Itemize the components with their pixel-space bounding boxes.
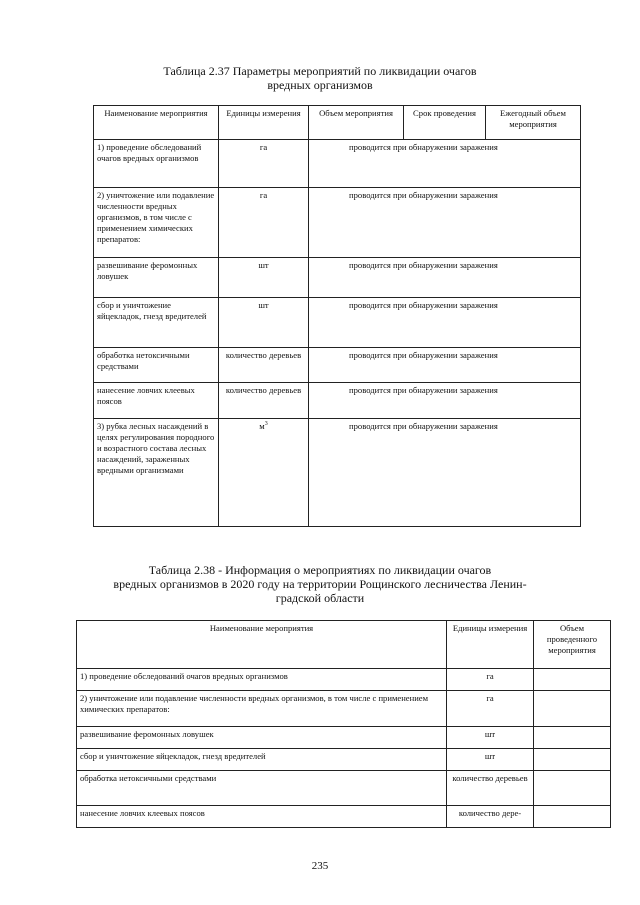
table1-row-note: проводится при обнаружении заражения [309, 258, 581, 298]
table2-row-volume [534, 691, 611, 727]
table1-header-annual: Ежегодный объем мероприятия [486, 106, 581, 140]
table-row [94, 258, 581, 298]
table-row [77, 806, 611, 828]
table2-header-name: Наименование мероприятия [77, 621, 447, 669]
table1-row-note: проводится при обнаружении заражения [309, 298, 581, 348]
table-row [94, 348, 581, 383]
table1-header-name: Наименование мероприятия [94, 106, 219, 140]
table2-row-volume [534, 669, 611, 691]
table-row [77, 691, 611, 727]
table1-row-unit: шт [219, 258, 309, 298]
table2-row-volume [534, 806, 611, 828]
table2-header-volume: Объем проведенного мероприятия [534, 621, 611, 669]
table1-row-name: 3) рубка лесных насаждений в целях регулирования породного и возрастного состава лесных насаждений, зараженных вредными организмами [94, 419, 219, 527]
table2-row-name: развешивание феромонных ловушек [77, 727, 447, 749]
table2-row-unit: га [447, 691, 534, 727]
table2-caption [0, 563, 640, 605]
table2-header-unit: Единицы измерения [447, 621, 534, 669]
table1-header-volume: Объем мероприятия [309, 106, 404, 140]
table1-header-unit: Единицы измерения [219, 106, 309, 140]
unit-superscript: 3 [264, 421, 268, 428]
table1-row-name: сбор и уничтожение яйцекладок, гнезд вредителей [94, 298, 219, 348]
table2-row-unit: количество деревьев [447, 771, 534, 806]
table1-caption [0, 64, 640, 92]
table1-row-note: проводится при обнаружении заражения [309, 348, 581, 383]
table1-row-name: 2) уничтожение или подавление численности вредных организмов, в том числе с применением химических препаратов: [94, 188, 219, 258]
table-row [94, 140, 581, 188]
table-row [94, 419, 581, 527]
table1-caption-line-2: вредных организмов [267, 78, 373, 92]
page-number: 235 [311, 860, 329, 872]
table1-row-unit [219, 419, 309, 527]
table1-row-note: проводится при обнаружении заражения [309, 188, 581, 258]
table2-header-row [77, 621, 611, 669]
table1-row-name: развешивание феромонных ловушек [94, 258, 219, 298]
table1-row-note: проводится при обнаружении заражения [309, 140, 581, 188]
table1-row-unit: количество деревьев [219, 348, 309, 383]
table2-caption-line-2: вредных организмов в 2020 году на территории Рощинского лесничества Ленин- [113, 577, 527, 591]
table1-row-unit: га [219, 188, 309, 258]
table2-row-volume [534, 771, 611, 806]
table-row [77, 669, 611, 691]
table2-caption-line-3: градской области [275, 591, 365, 605]
table2-row-name: сбор и уничтожение яйцекладок, гнезд вредителей [77, 749, 447, 771]
table1-row-name: 1) проведение обследований очагов вредных организмов [94, 140, 219, 188]
table-row [94, 188, 581, 258]
table1-row-name: обработка нетоксичными средствами [94, 348, 219, 383]
table1-row-unit: га [219, 140, 309, 188]
table1 [93, 105, 581, 527]
table1-caption-line-1: Таблица 2.37 Параметры мероприятий по ликвидации очагов [163, 64, 477, 78]
table2-row-name: 1) проведение обследований очагов вредных организмов [77, 669, 447, 691]
table-row [77, 727, 611, 749]
table2-row-unit: га [447, 669, 534, 691]
table2-row-unit: шт [447, 727, 534, 749]
table2-row-name: 2) уничтожение или подавление численности вредных организмов, в том числе с применением химических препаратов: [77, 691, 447, 727]
table-row [94, 383, 581, 419]
table2-row-name: нанесение ловчих клеевых поясов [77, 806, 447, 828]
table2-row-volume [534, 727, 611, 749]
table2-row-unit: количество дере- [447, 806, 534, 828]
table1-row-note: проводится при обнаружении заражения [309, 383, 581, 419]
table2-row-name: обработка нетоксичными средствами [77, 771, 447, 806]
table1-row-note: проводится при обнаружении заражения [309, 419, 581, 527]
table-row [77, 771, 611, 806]
table1-header-term: Срок проведения [404, 106, 486, 140]
table2-row-unit: шт [447, 749, 534, 771]
table-row [77, 749, 611, 771]
table2-row-volume [534, 749, 611, 771]
table-row [94, 298, 581, 348]
table2 [76, 620, 611, 828]
unit-base: м [259, 421, 265, 431]
table1-row-name: нанесение ловчих клеевых поясов [94, 383, 219, 419]
table1-header-row [94, 106, 581, 140]
table2-caption-line-1: Таблица 2.38 - Информация о мероприятиях по ликвидации очагов [148, 563, 492, 577]
table1-row-unit: количество деревьев [219, 383, 309, 419]
table1-row-unit: шт [219, 298, 309, 348]
